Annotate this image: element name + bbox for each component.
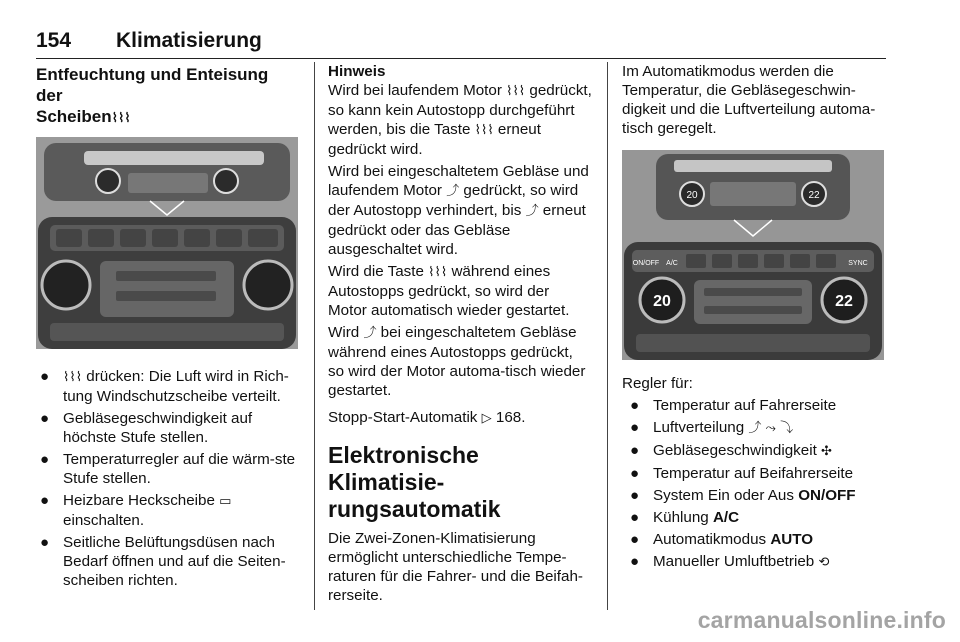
air-distribution-icon: ⤴ ⤳ ⤵	[748, 421, 794, 436]
column-3	[622, 62, 886, 575]
chapter-title: Klimatisierung	[116, 29, 262, 52]
recirculation-icon: ⟲	[818, 555, 830, 570]
fan-icon: ✣	[821, 444, 832, 459]
small-right-temp: 22	[808, 190, 820, 201]
large-left-temp: 20	[653, 293, 671, 310]
list-item: ● ⌇⌇⌇ drücken: Die Luft wird in Rich-tung Windschutzscheibe verteilt.	[40, 368, 289, 405]
note-paragraph-1: Wird bei laufendem Motor ⌇⌇⌇ gedrückt, so kann kein Autostopp durchgeführt werden, bis die Taste ⌇⌇⌇ erneut gedrückt wird.	[328, 82, 592, 158]
controls-label: Regler für:	[622, 375, 693, 392]
air-to-windscreen-icon: ⤴	[363, 326, 377, 341]
windscreen-defrost-icon: ⌇⌇⌇	[506, 84, 526, 99]
list-item: ● Luftverteilung ⤴ ⤳ ⤵	[630, 419, 794, 436]
list-item: ● Heizbare Heckscheibe ▭ einschalten.	[40, 492, 232, 529]
ac-button-label: A/C	[666, 260, 678, 267]
section-title-line2: Scheiben	[36, 107, 112, 126]
controls-list	[626, 396, 886, 572]
column-divider-1	[314, 62, 315, 610]
large-right-temp: 22	[835, 293, 853, 310]
list-item: ● Gebläsegeschwindigkeit auf höchste Stufe stellen.	[40, 410, 253, 446]
windscreen-defrost-icon: ⌇⌇⌇	[474, 123, 494, 138]
note-heading: Hinweis	[328, 63, 386, 80]
list-item: ● Temperaturregler auf die wärm-ste Stufe stellen.	[40, 451, 296, 487]
cross-reference: Stopp-Start-Automatik ▷ 168.	[328, 409, 526, 426]
small-left-temp: 20	[686, 190, 698, 201]
climate-panel-photo-2	[622, 150, 884, 360]
climate-intro-paragraph: Die Zwei-Zonen-Klimatisierung ermöglicht unterschiedliche Tempe-raturen für die Fahrer- und die Beifah-rerseite.	[328, 530, 583, 604]
section-title	[36, 64, 298, 129]
watermark: carmanualsonline.info	[697, 607, 946, 633]
section-title-line1: Entfeuchtung und Enteisung der	[36, 65, 269, 105]
column-2	[328, 62, 592, 608]
windscreen-defrost-icon: ⌇⌇⌇	[63, 370, 83, 385]
sync-button-label: SYNC	[848, 260, 868, 267]
air-to-windscreen-icon: ⤴	[446, 184, 460, 199]
windscreen-defrost-icon: ⌇⌇⌇	[428, 265, 448, 280]
defrost-steps-list	[36, 367, 298, 590]
air-to-windscreen-icon: ⤴	[525, 204, 539, 219]
auto-mode-paragraph: Im Automatikmodus werden die Temperatur, die Gebläsegeschwin-digkeit und die Luftverteilung automa-tisch geregelt.	[622, 63, 876, 137]
list-item: ● Temperatur auf Fahrerseite	[630, 397, 837, 414]
column-divider-2	[607, 62, 608, 610]
list-item: ● Automatikmodus AUTO	[630, 531, 814, 548]
list-item: ● Kühlung A/C	[630, 509, 740, 526]
column-1	[36, 62, 298, 593]
list-item: ● Seitliche Belüftungsdüsen nach Bedarf öffnen und auf die Seiten-scheiben richten.	[40, 534, 286, 589]
note-paragraph-2: Wird bei eingeschaltetem Gebläse und laufendem Motor ⤴ gedrückt, so wird der Autostopp verhindert, bis ⤴ erneut gedrückt oder das Gebläse ausgeschaltet wird.	[328, 163, 589, 258]
page-reference-icon: ▷	[481, 411, 492, 426]
windscreen-defrost-icon: ⌇⌇⌇	[111, 111, 131, 126]
page-header	[36, 30, 886, 59]
list-item: ● Temperatur auf Beifahrerseite	[630, 465, 854, 482]
onoff-button-label: ON/OFF	[632, 260, 660, 267]
note-paragraph-4: Wird ⤴ bei eingeschaltetem Gebläse während eines Autostopps gedrückt, so wird der Motor automa-tisch wieder gestartet.	[328, 324, 586, 399]
list-item: ● Gebläsegeschwindigkeit ✣	[630, 442, 832, 459]
list-item: ● System Ein oder Aus ON/OFF	[630, 487, 856, 504]
section-heading-climate-control: Elektronische Klimatisie- rungsautomatik	[328, 442, 501, 522]
rear-window-heat-icon: ▭	[219, 494, 232, 509]
list-item: ● Manueller Umluftbetrieb ⟲	[630, 553, 830, 570]
page-number: 154	[36, 29, 72, 52]
reference-page-link[interactable]: 168	[495, 409, 522, 426]
climate-panel-photo-1	[36, 137, 298, 349]
note-paragraph-3: Wird die Taste ⌇⌇⌇ während eines Autostopps gedrückt, so wird der Motor automatisch wieder gestartet.	[328, 263, 570, 319]
